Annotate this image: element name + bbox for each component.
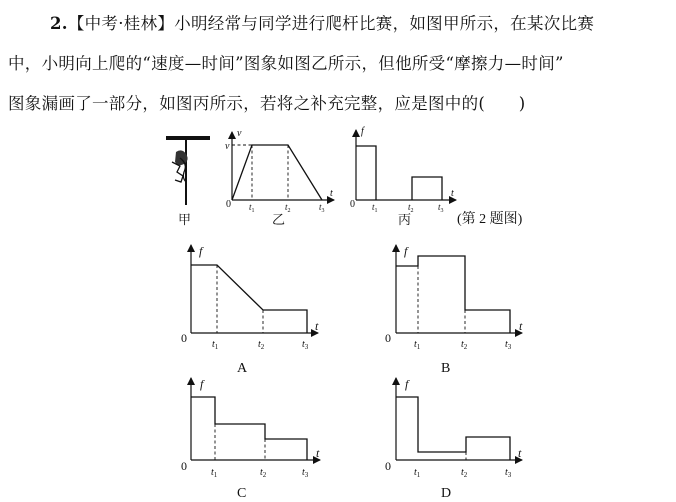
option-a-graph[interactable] (191, 245, 318, 333)
option-c-letter[interactable]: C (237, 486, 247, 501)
d-origin: 0 (385, 459, 391, 473)
yi-t3: $t_3$ (319, 202, 325, 214)
option-d-letter[interactable]: D (441, 486, 452, 501)
a-f-axis-label: f (199, 244, 203, 258)
yi-v-axis-label: v (237, 128, 242, 139)
d-t-axis-label: t (518, 446, 522, 460)
c-origin: 0 (181, 459, 187, 473)
c-t2: $t_2$ (260, 467, 267, 479)
yi-t2: $t_2$ (285, 202, 291, 214)
question-number: 2 (50, 14, 62, 33)
a-t-axis-label: t (315, 319, 319, 333)
d-t1: $t_1$ (414, 467, 421, 479)
question-line-3: 图象漏画了一部分，如图丙所示，若将之补充完整，应是图中的( ) (8, 94, 526, 113)
b-f-axis-label: f (404, 244, 408, 258)
d-f-axis-label: f (405, 377, 409, 391)
b-t1: $t_1$ (414, 339, 421, 351)
graph-bing-friction (356, 130, 456, 200)
yi-t1: $t_1$ (249, 202, 255, 214)
question-line-2: 中，小明向上爬的“速度—时间”图象如图乙所示，但他所受“摩擦力—时间” (8, 54, 564, 73)
bing-t1: $t_1$ (372, 202, 378, 214)
bing-f-axis-label: f (361, 126, 364, 137)
c-t3: $t_3$ (302, 467, 309, 479)
yi-v-level-label: v (225, 141, 230, 152)
label-jia: 甲 (178, 212, 192, 227)
option-b-graph[interactable] (396, 245, 522, 333)
label-bing: 丙 (398, 212, 412, 227)
c-t1: $t_1$ (211, 467, 218, 479)
question-text-1: 小明经常与同学进行爬杆比赛，如图甲所示，在某次比赛 (174, 14, 595, 33)
option-d-graph[interactable] (396, 378, 522, 460)
c-f-axis-label: f (200, 377, 204, 391)
figure-jia-climber (166, 138, 210, 205)
a-t1: $t_1$ (212, 339, 219, 351)
graph-yi-velocity (232, 132, 334, 200)
b-t3: $t_3$ (505, 339, 512, 351)
label-yi: 乙 (272, 212, 286, 227)
b-t2: $t_2$ (461, 339, 468, 351)
c-t-axis-label: t (316, 446, 320, 460)
option-c-graph[interactable] (191, 378, 320, 460)
d-t3: $t_3$ (505, 467, 512, 479)
yi-origin: 0 (226, 199, 231, 210)
a-t3: $t_3$ (302, 339, 309, 351)
question-line-1: 2.【中考·桂林】小明经常与同学进行爬杆比赛，如图甲所示，在某次比赛 (50, 14, 595, 33)
option-a-letter[interactable]: A (237, 361, 248, 376)
yi-t-axis-label: t (330, 188, 333, 199)
a-t2: $t_2$ (258, 339, 265, 351)
option-b-letter[interactable]: B (441, 361, 451, 376)
bing-origin: 0 (350, 199, 355, 210)
bing-t-axis-label: t (451, 188, 454, 199)
source-tag: 【中考·桂林】 (67, 14, 175, 33)
bing-t3: $t_3$ (438, 202, 444, 214)
bing-t2: $t_2$ (408, 202, 414, 214)
d-t2: $t_2$ (461, 467, 468, 479)
a-origin: 0 (181, 331, 187, 345)
figure-caption: (第 2 题图) (457, 212, 523, 227)
b-t-axis-label: t (519, 319, 523, 333)
b-origin: 0 (385, 331, 391, 345)
